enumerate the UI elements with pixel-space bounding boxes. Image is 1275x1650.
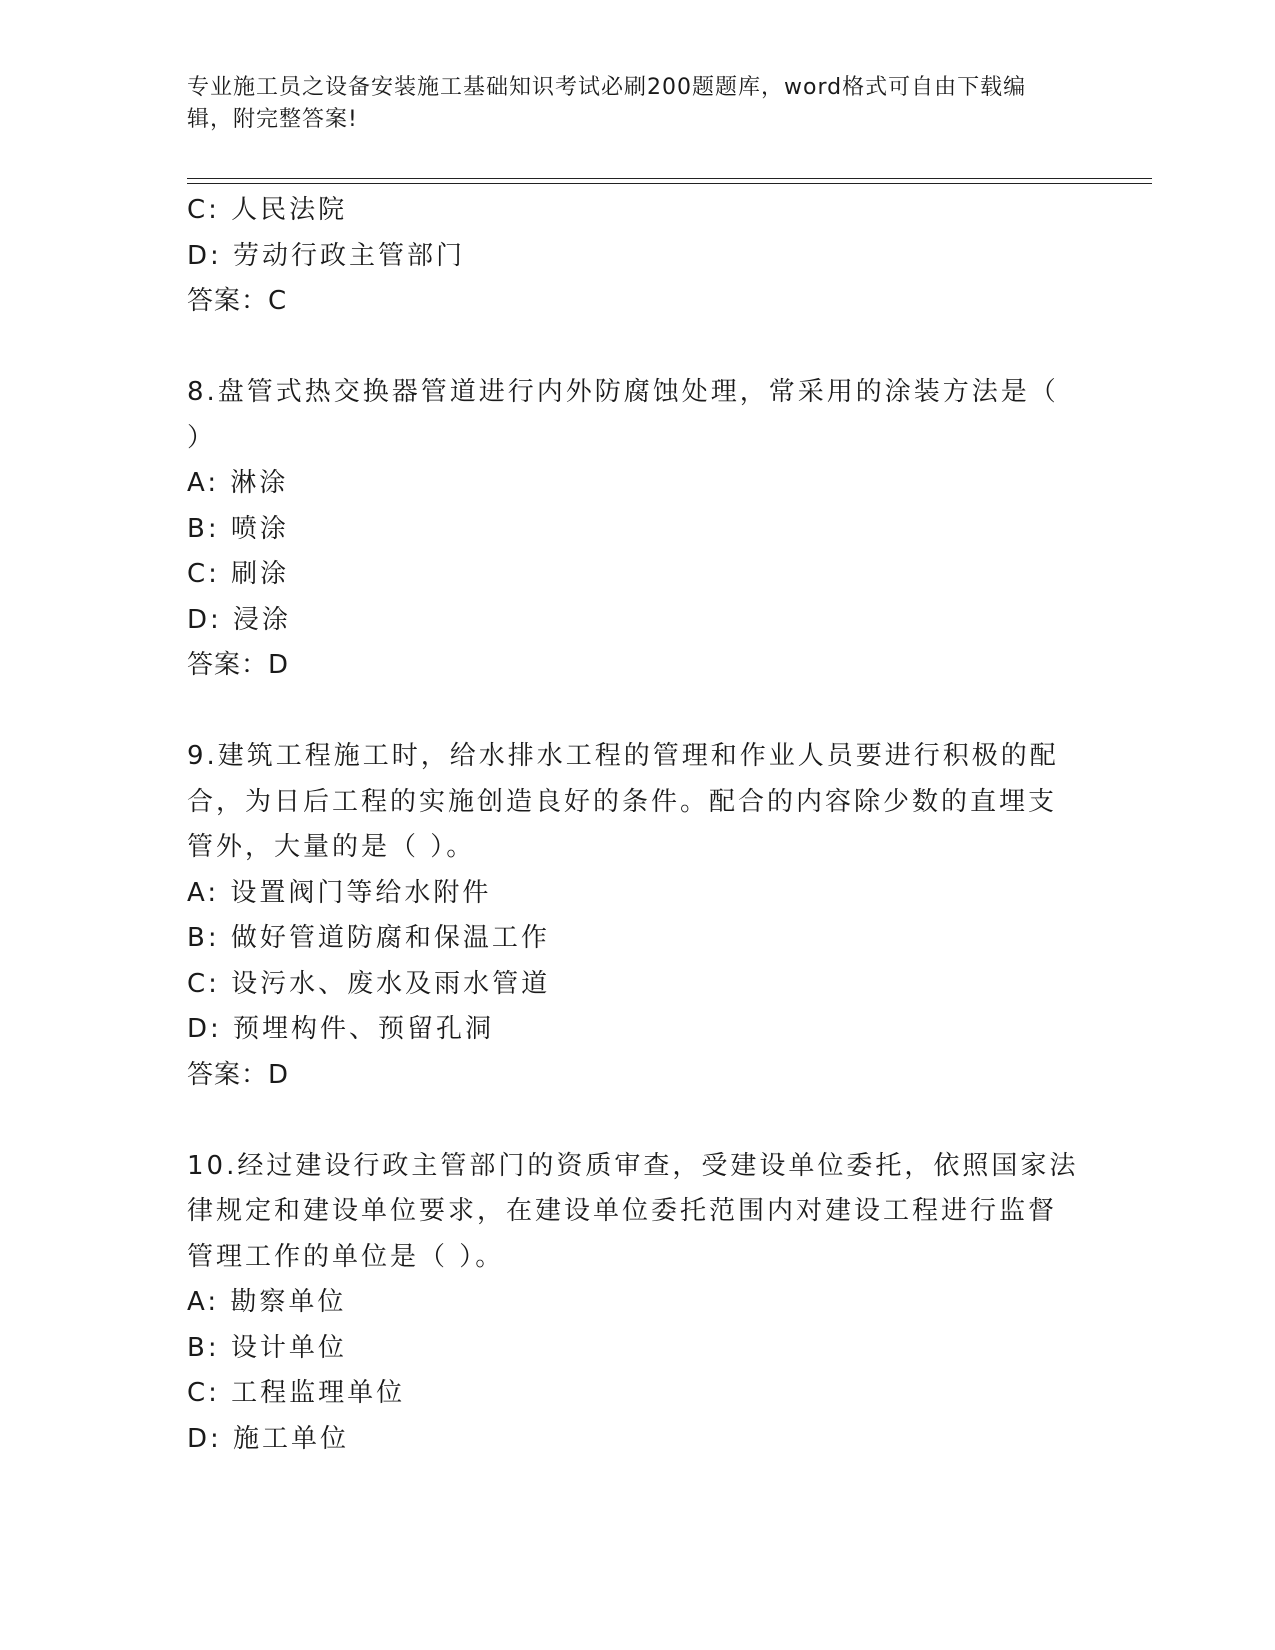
question-stem-continued: 合，为日后工程的实施创造良好的条件。配合的内容除少数的直埋支 bbox=[187, 786, 1058, 817]
option-c: C: 人民法院 bbox=[187, 195, 348, 225]
answer-label: 答案：D bbox=[187, 650, 290, 680]
option-d: D: 预埋构件、预留孔洞 bbox=[187, 1014, 495, 1044]
question-stem-continued: 管理工作的单位是（ ）。 bbox=[187, 1241, 505, 1272]
option-c: C: 刷涂 bbox=[187, 559, 290, 589]
question-10 bbox=[187, 1144, 1079, 1463]
question-8 bbox=[187, 370, 1067, 689]
option-b: B: 喷涂 bbox=[187, 513, 289, 544]
option-a: A: 勘察单位 bbox=[187, 1287, 347, 1317]
option-d: D: 浸涂 bbox=[187, 604, 292, 635]
spacer bbox=[187, 325, 1067, 371]
option-c: C: 设污水、废水及雨水管道 bbox=[187, 968, 551, 999]
previous-question-tail bbox=[187, 188, 1067, 325]
question-stem: 9.建筑工程施工时，给水排水工程的管理和作业人员要进行积极的配 bbox=[187, 741, 1059, 771]
question-stem-continued: ） bbox=[187, 422, 217, 453]
option-d: D: 施工单位 bbox=[187, 1423, 350, 1454]
header-divider-bottom bbox=[187, 183, 1152, 184]
option-d: D: 劳动行政主管部门 bbox=[187, 240, 466, 271]
option-c: C: 工程监理单位 bbox=[187, 1378, 406, 1408]
header-divider-top bbox=[187, 178, 1152, 179]
question-stem-continued: 管外，大量的是（ ）。 bbox=[187, 832, 476, 862]
option-a: A: 淋涂 bbox=[187, 468, 289, 498]
question-9 bbox=[187, 734, 1067, 1098]
answer-label: 答案：D bbox=[187, 1059, 290, 1090]
spacer bbox=[187, 689, 1067, 735]
question-stem: 10.经过建设行政主管部门的资质审查，受建设单位委托，依照国家法 bbox=[187, 1150, 1079, 1181]
document-header: 专业施工员之设备安装施工基础知识考试必刷200题题库，word格式可自由下载编辑，附完整答案! bbox=[187, 75, 1027, 132]
option-a: A: 设置阀门等给水附件 bbox=[187, 877, 492, 908]
option-b: B: 做好管道防腐和保温工作 bbox=[187, 923, 550, 953]
question-stem-continued: 律规定和建设单位要求，在建设单位委托范围内对建设工程进行监督 bbox=[187, 1196, 1058, 1226]
option-b: B: 设计单位 bbox=[187, 1332, 347, 1363]
question-list bbox=[187, 188, 1079, 1462]
spacer bbox=[187, 1098, 1067, 1144]
question-stem: 8.盘管式热交换器管道进行内外防腐蚀处理，常采用的涂装方法是（ bbox=[187, 377, 1059, 407]
answer-label: 答案：C bbox=[187, 286, 288, 316]
